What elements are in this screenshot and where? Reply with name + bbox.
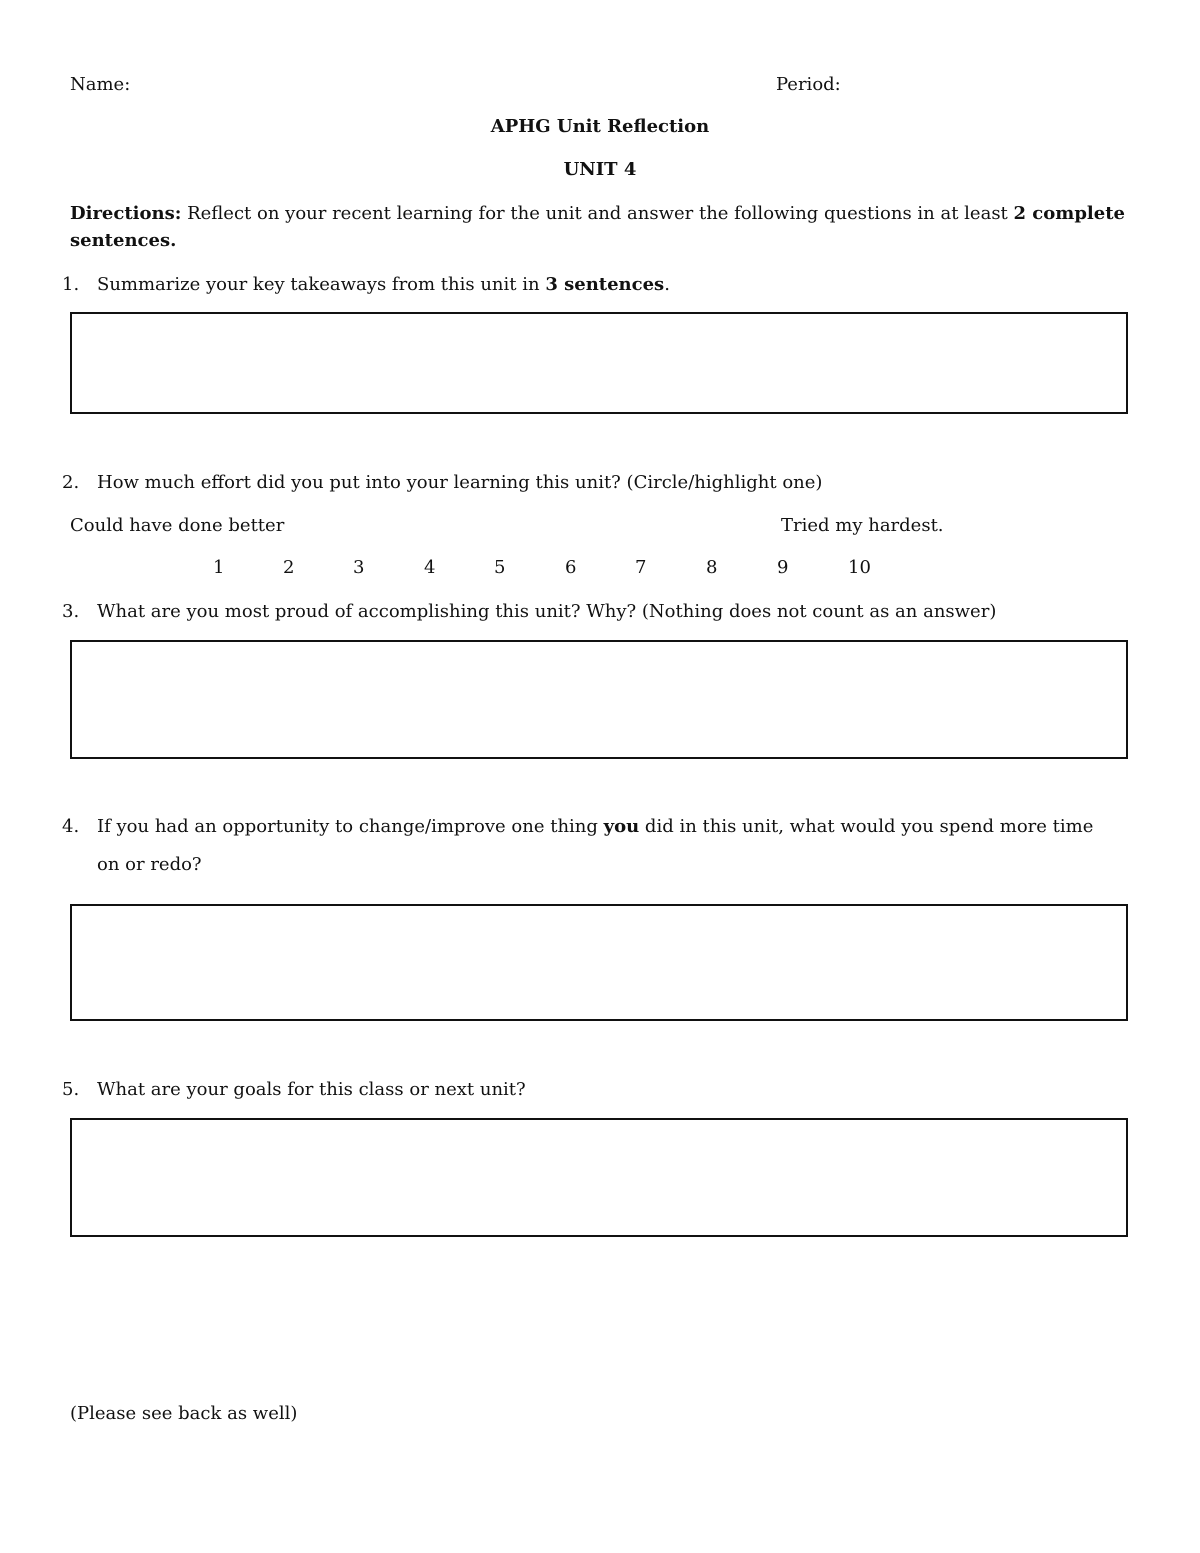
scale-option-10[interactable]: 10 — [848, 557, 871, 578]
scale-option-9[interactable]: 9 — [777, 557, 789, 578]
q2-text: How much effort did you put into your learning this unit? (Circle/highlight one) — [97, 472, 823, 493]
q3-number: 3. — [62, 601, 80, 622]
directions-text: Reflect on your recent learning for the unit and answer the following questions in at least — [181, 203, 1014, 224]
scale-option-2[interactable]: 2 — [283, 557, 295, 578]
period-label: Period: — [776, 74, 841, 95]
q1-text-end: . — [664, 274, 670, 295]
q5-number: 5. — [62, 1079, 80, 1100]
q4-answer-box[interactable] — [70, 904, 1128, 1021]
q5-text: What are your goals for this class or next unit? — [97, 1079, 526, 1100]
page-title: APHG Unit Reflection — [490, 116, 710, 137]
scale-option-1[interactable]: 1 — [213, 557, 225, 578]
directions-line2: sentences. — [70, 230, 177, 251]
q1-prompt — [97, 274, 670, 295]
q4-prompt — [97, 816, 1093, 837]
scale-high-label: Tried my hardest. — [781, 515, 944, 536]
q5-answer-box[interactable] — [70, 1118, 1128, 1237]
q1-emphasis: 3 sentences — [545, 274, 665, 295]
q3-answer-box[interactable] — [70, 640, 1128, 759]
scale-option-6[interactable]: 6 — [565, 557, 577, 578]
q1-number: 1. — [62, 274, 80, 295]
q1-text: Summarize your key takeaways from this unit in — [97, 274, 546, 295]
unit-subtitle: UNIT 4 — [563, 159, 637, 180]
scale-option-3[interactable]: 3 — [353, 557, 365, 578]
q4-number: 4. — [62, 816, 80, 837]
q4-emphasis: you — [603, 816, 640, 837]
directions-label: Directions: — [70, 203, 182, 224]
q1-answer-box[interactable] — [70, 312, 1128, 414]
q3-text: What are you most proud of accomplishing this unit? Why? (Nothing does not count as an answer) — [97, 601, 997, 622]
scale-option-5[interactable]: 5 — [494, 557, 506, 578]
scale-option-8[interactable]: 8 — [706, 557, 718, 578]
footer-note: (Please see back as well) — [70, 1403, 298, 1424]
scale-option-7[interactable]: 7 — [635, 557, 647, 578]
q4-text-end: did in this unit, what would you spend more time — [639, 816, 1094, 837]
q4-text: If you had an opportunity to change/improve one thing — [97, 816, 604, 837]
name-label: Name: — [70, 74, 131, 95]
scale-low-label: Could have done better — [70, 515, 285, 536]
directions — [70, 203, 1125, 224]
q4-line2: on or redo? — [97, 854, 202, 875]
q2-number: 2. — [62, 472, 80, 493]
scale-option-4[interactable]: 4 — [424, 557, 436, 578]
directions-emphasis: 2 complete — [1013, 203, 1125, 224]
